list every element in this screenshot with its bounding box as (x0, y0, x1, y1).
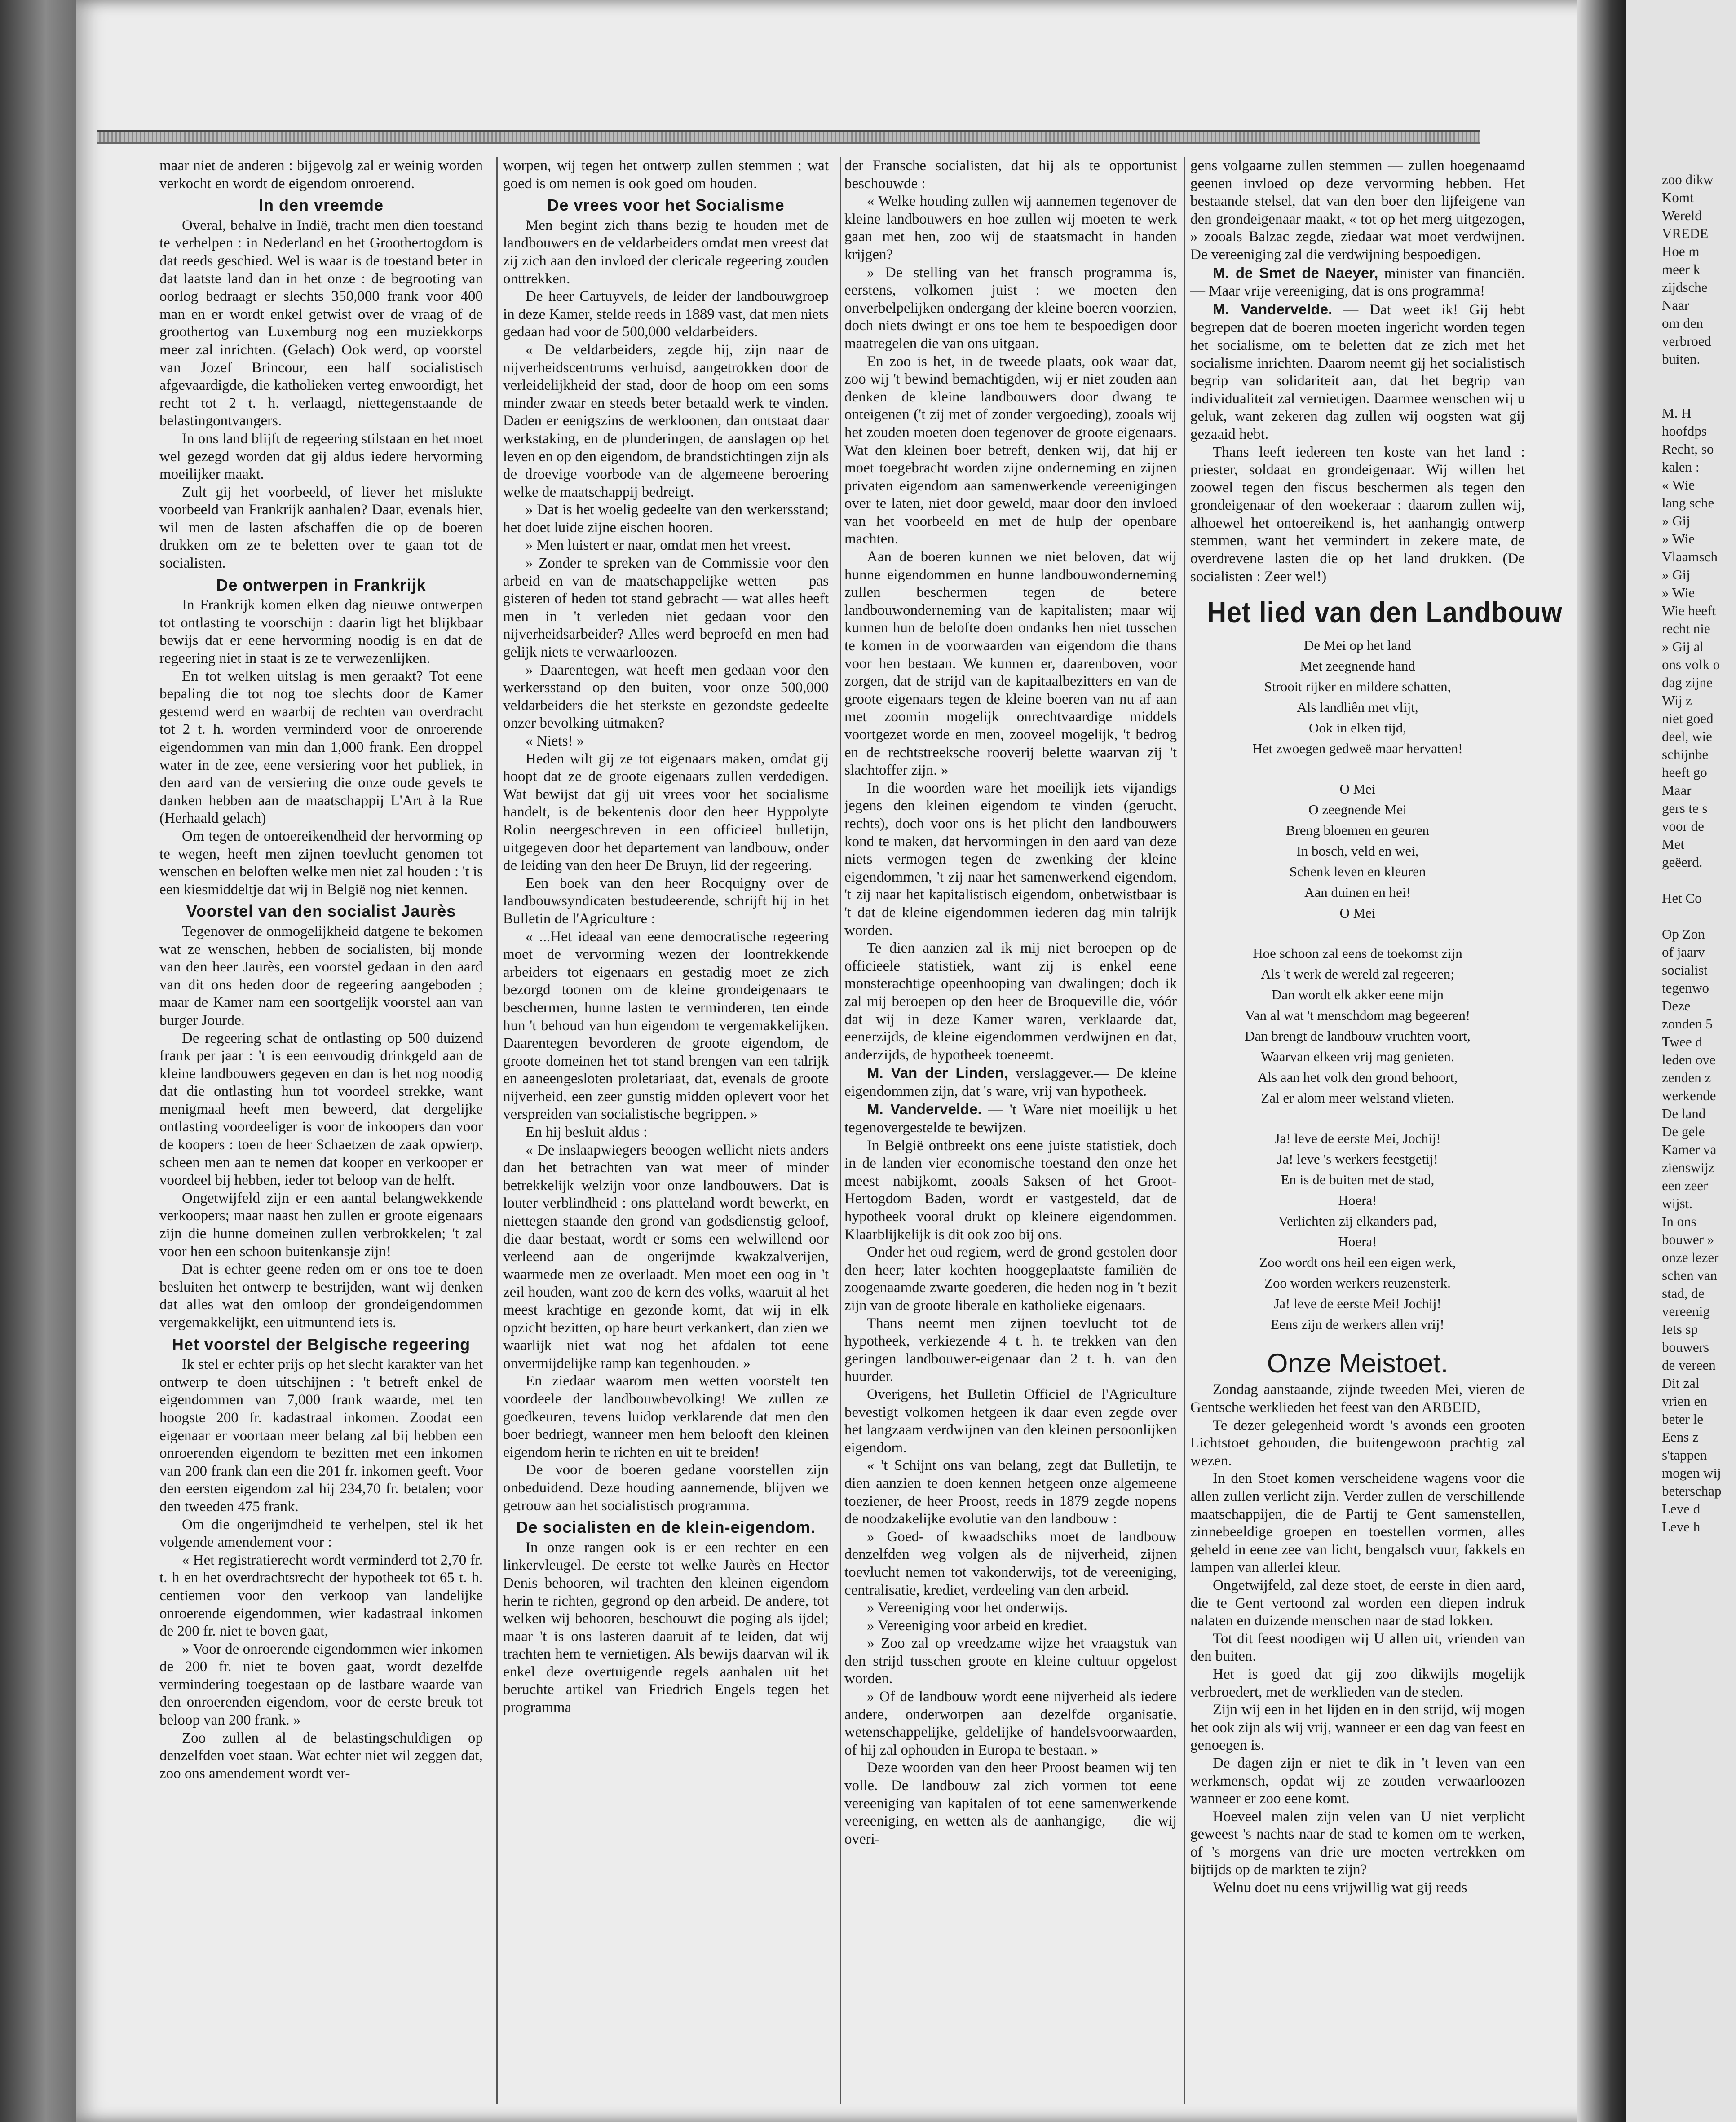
poem-line: Ook in elken tijd, (1309, 719, 1406, 736)
paragraph: « ...Het ideaal van eene democratische regeering moet de vervorming wezen der loontrekkende arbeiders tot eigenaars en gestadig moet ze zich bezorgd toonen om de kleine grondeigenaars te beschermen, hunne lasten te verminderen, ten einde hun 't behoud van hun eigendom te vergemakkelijken. Daarentegen bevorderen de groote eigendom, de groote domeinen het tot stand brengen van een talrijk en aaneengesloten proletariaat, dat, evenals de groote nijverheid, een zeer gunstig midden oplevert voor het verspreiden van socialistische begrippen. » (503, 928, 829, 1123)
strip-line: bouwer » (1662, 1231, 1714, 1247)
speech-text: minister van financiën. — Maar vrije vereeniging, dat is ons programma! (1190, 265, 1525, 300)
poem-line: In bosch, veld en wei, (1296, 843, 1419, 859)
strip-line: Wij z (1662, 693, 1692, 708)
strip-line: voor de (1662, 818, 1704, 834)
paragraph: » Zonder te spreken van de Commissie voor den arbeid en van de maatschappelijke wetten — pas gisteren of heden tot stand gebracht — wat alles heeft men in 't verleden niet gedaan voor den nijverheidsarbeider? Alles werd beproefd en men had gelijk niets te verwaarloozen. (503, 555, 829, 661)
strip-line: Maar (1662, 782, 1692, 798)
strip-line: verbroed (1662, 333, 1712, 349)
strip-line: Naar (1662, 297, 1689, 313)
paragraph: maar niet de anderen : bijgevolg zal er weinig worden verkocht en wordt de eigendom onroerend. (159, 158, 483, 192)
strip-line: » Gij (1662, 567, 1690, 582)
speech-text: verslaggever.— De kleine eigendommen zijn, dat 's ware, vrij van hypotheek. (844, 1065, 1177, 1099)
poem-line: Als aan het volk den grond behoort, (1257, 1069, 1458, 1085)
strip-line: Leve h (1662, 1519, 1701, 1535)
strip-line: Met (1662, 836, 1684, 852)
poem-line: De Mei op het land (1303, 637, 1412, 653)
poem-line: Hoe schoon zal eens de toekomst zijn (1253, 945, 1462, 961)
section-heading: De vrees voor het Socialisme (547, 196, 785, 215)
strip-line: de vereen (1662, 1357, 1716, 1373)
strip-line: Deze (1662, 998, 1691, 1014)
paragraph: Thans neemt men zijnen toevlucht tot de hypotheek, verkiezende 4 t. h. te trekken van den geringen landbouwer-eigenaar dan 2 t. h. van den huurder. (844, 1315, 1177, 1385)
strip-line: vrien en (1662, 1393, 1707, 1409)
paragraph: De heer Cartuyvels, de leider der landbouwgroep in deze Kamer, stelde reeds in 1889 vast, dat men niets gedaan had voor de 500,000 veldarbeiders. (503, 288, 829, 340)
paragraph: « 't Schijnt ons van belang, zegt dat Bulletijn, te dien aanzien te doen kennen hetgeen onze algemeene toeziener, de heer Proost, reeds in 1879 zegde nopens de noodzakelijke evolutie van den landbouw : (844, 1457, 1177, 1527)
paragraph: Tot dit feest noodigen wij U allen uit, vrienden van den buiten. (1190, 1630, 1525, 1665)
paragraph (1190, 264, 1525, 300)
strip-line: tegenwo (1662, 980, 1709, 996)
strip-line: ons volk o (1662, 657, 1720, 672)
strip-line: dag zijne (1662, 675, 1713, 690)
strip-line: zonden 5 (1662, 1016, 1713, 1032)
strip-line: om den (1662, 315, 1704, 331)
strip-line: vereenig (1662, 1303, 1710, 1319)
strip-line: deel, wie (1662, 728, 1712, 744)
paragraph: « De veldarbeiders, zegde hij, zijn naar de nijverheidscentrums verhuisd, aangetrokken door de verleidelijkheid der stad, door de hoop om een soms minder zwaar en steeds beter betaald werk te vinden. Daden er eenigszins de werkloonen, dan ontstaat daar werkstaking, en de plunderingen, de aanslagen op het leven en op den eigendom, de brandstichtingen zijn als de droevige voorbode van de algemeene beroering welke de maatschappij bedreigt. (503, 341, 829, 500)
section-heading: Het voorstel der Belgische regeering (172, 1335, 471, 1354)
speech-text: — Dat weet ik! Gij hebt begrepen dat de boeren moeten ingericht worden tegen het socialisme, om te beletten dat ze zich met het socialisme inrichten. Daarom neemt gij het socialistisch begrip van solidariteit aan, dat het begrip van individualiteit zal vernietigen. Daarmee wenschen wij u geluk, want zekeren dag zullen wij oogsten wat gij gezaaid hebt. (1190, 301, 1525, 442)
paragraph: » De stelling van het fransch programma is, eerstens, volkomen juist : we moeten den onverbelpelijken ondergang der kleine boeren voorzien, doch niets dwingt er ons toe hem te bespoedigen door maatregelen die van ons uitgaan. (844, 264, 1177, 352)
strip-line: recht nie (1662, 621, 1710, 636)
strip-line: Het Co (1662, 890, 1702, 906)
paragraph (844, 1100, 1177, 1137)
paragraph: Het is goed dat gij zoo dikwijls mogelijk verbroedert, met de werklieden van de steden. (1190, 1666, 1525, 1700)
column-divider (1184, 157, 1185, 2104)
poem-line: Hoera! (1338, 1233, 1377, 1249)
poem-line: Zal er alom meer welstand vlieten. (1261, 1090, 1454, 1106)
speaker-name: M. Van der Linden, (867, 1064, 1008, 1081)
paragraph: worpen, wij tegen het ontwerp zullen stemmen ; wat goed is om nemen is ook goed om houden. (503, 158, 829, 192)
poem-line: Ja! leve de eerste Mei, Jochij! (1274, 1130, 1441, 1146)
paragraph: » Zoo zal op vreedzame wijze het vraagstuk van den strijd tusschen groote en kleine cultuur opgelost worden. (844, 1635, 1177, 1687)
strip-line: geëerd. (1662, 854, 1703, 870)
strip-line: hoofdps (1662, 423, 1707, 439)
strip-line: werkende (1662, 1088, 1716, 1103)
paragraph: De dagen zijn er niet te dik in 't leven van een werkmensch, opdat wij ze zouden verwaarloozen wanneer er zoo eene komt. (1190, 1755, 1525, 1807)
paragraph: In Frankrijk komen elken dag nieuwe ontwerpen tot ontlasting te voorschijn : daarin ligt het blijkbaar bewijs dat er eene hervorming noodig is en dat de regeering niet in staat is ze te verwezenlijken. (159, 597, 483, 667)
column-divider (840, 157, 841, 2104)
paragraph: En hij besluit aldus : (526, 1124, 648, 1141)
header-rule (97, 130, 1480, 144)
adjacent-page-strip (1662, 171, 1734, 1536)
strip-line: onze lezer (1662, 1249, 1719, 1265)
paragraph: In den Stoet komen verscheidene wagens voor die allen zullen verlicht zijn. Verder zullen de verschillende maatschappijen, die de Partij te Gent samenstellen, zinnebeeldige groepen en toestellen vormen, alles geheld in eene zee van licht, bengalsch vuur, fakkels en lampen van allerlei kleur. (1190, 1470, 1525, 1576)
column-4 (1190, 157, 1563, 2104)
section-heading: In den vreemde (258, 196, 384, 215)
poem-line: Ja! leve de eerste Mei! Jochij! (1274, 1295, 1441, 1311)
strip-line: Kamer va (1662, 1142, 1717, 1157)
poem-stanza (1190, 635, 1525, 759)
speaker-name: M. Vandervelde. (867, 1101, 982, 1118)
poem-stanza (1190, 1128, 1525, 1335)
speech-text: — 't Ware niet moeilijk u het tegenovergestelde te bewijzen. (844, 1102, 1177, 1136)
paragraph: Om die ongerijmdheid te verhelpen, stel ik het volgende amendement voor : (159, 1516, 483, 1551)
paragraph: In België ontbreekt ons eene juiste statistiek, doch in de landen vier economische toestand den onze het meest nabijkomt, zooals Saksen of het Groot-Hertogdom Baden, wordt er vastgesteld, dat de hypotheek vooral drukt op kleinere eigendommen. Klaarblijkelijk is dit ook zoo bij ons. (844, 1137, 1177, 1243)
strip-line (1662, 907, 1734, 925)
strip-line: M. H (1662, 405, 1692, 421)
paragraph: « Welke houding zullen wij aannemen tegenover de kleine landbouwers en hoe zullen wij moeten te werk gaan met hen, zoo wij de staatsmacht in handen krijgen? (844, 193, 1177, 263)
strip-line (1662, 871, 1734, 889)
poem-line: En is de buiten met de stad, (1281, 1171, 1435, 1187)
strip-line: Eens z (1662, 1429, 1699, 1445)
paragraph: » Daarentegen, wat heeft men gedaan voor den werkersstand op den buiten, voor onze 500,000 veldarbeiders die het sterkste en gezondste gedeelte onzer bevolking uitmaken? (503, 662, 829, 732)
paragraph: En ziedaar waarom men wetten voorstelt ten voordeele der landbouwbevolking! We zullen ze goedkeuren, tevens luidop verklarende dat men den boer bedriegt, wanneer men hem belooft den kleinen eigendom herin te richten en uit te breiden! (503, 1373, 829, 1460)
strip-line: » Wie (1662, 585, 1695, 600)
poem-line: Dan wordt elk akker eene mijn (1271, 986, 1444, 1002)
speaker-name: M. Vandervelde. (1213, 300, 1333, 318)
paragraph: Tegenover de onmogelijkheid datgene te bekomen wat ze wenschen, hebben de socialisten, bij monde van den heer Jaurès, een voorstel gedaan in den aard van dit ons heden door de regeering aangeboden ; maar de Kamer nam een soortgelijk voorstel aan van burger Jourde. (159, 923, 483, 1028)
paragraph: « Het registratierecht wordt verminderd tot 2,70 fr. t. h en het overdrachtsrecht der hypotheek tot 65 t. h. centiemen voor den verkoop van landelijke onroerende eigendommen, wier kadastraal inkomen de 200 fr. niet te boven gaat, (159, 1552, 483, 1640)
paragraph: En tot welken uitslag is men geraakt? Tot eene bepaling die tot nog toe slechts door de Kamer gestemd werd en waarbij de rechten van overdracht tot 2 t. h. worden verminderd voor de onroerende eigendommen van min dan 1,000 frank. Een droppel water in de zee, eene versiering voor het publiek, in den aard van de versiering die onze oude gevels te danken hebben aan de maatschappij L'Art à la Rue (Herhaald gelach) (159, 668, 483, 827)
strip-line: zoo dikw (1662, 172, 1714, 187)
meistoet-text (1190, 1381, 1525, 1897)
paragraph: der Fransche socialisten, dat hij als te opportunist beschouwde : (844, 158, 1177, 192)
paragraph: Aan de boeren kunnen we niet beloven, dat wij hunne eigendommen en hunne landbouwonderneming zullen beschermen tegen de betere landbouwonderneming van de kapitalisten; maar wij kunnen hun de belofte doen ondanks hen niet tusschen te komen in de voorwaarden van eigendom die thans voor hen bestaan. We kunnen er, daarenboven, voor zorgen, dat de strijd van de kapitaalbezitters en van de groote eigenaars tegen de kleine boeren van nu af aan met zoomin mogelijk onrechtvaardige middels voortgezet worde en men, zooveel mogelijk, 't bedrog en de rechtstreeksche rooverij belette waarvan zij 't slachtoffer zijn. » (844, 549, 1177, 779)
section-heading: Voorstel van den socialist Jaurès (186, 902, 456, 921)
paragraph: » Of de landbouw wordt eene nijverheid als iedere andere, onderworpen aan dezelfde organisatie, wetenschappelijke, geldelijke of handelsvoorwaarden, of hij zal ophouden in Europa te bestaan. » (844, 1689, 1177, 1758)
poem-line: Ja! leve 's werkers feestgetij! (1277, 1151, 1438, 1167)
column-1 (159, 157, 483, 2104)
strip-line: lang sche (1662, 495, 1714, 511)
strip-line: of jaarv (1662, 944, 1705, 960)
strip-line: In ons (1662, 1213, 1696, 1229)
paragraph: » Men luistert er naar, omdat men het vreest. (526, 537, 791, 554)
paragraph: Ongetwijfeld, zal deze stoet, de eerste in dien aard, die te Gent vertoond zal worden een diepen indruk nalaten en duizende menschen naar de stad lokken. (1190, 1577, 1525, 1629)
paragraph: Hoeveel malen zijn velen van U niet verplicht geweest 's nachts naar de stad te komen om te werken, of 's morgens van drie ure moeten vertrekken om bijtijds op de markten te zijn? (1190, 1808, 1525, 1878)
section-heading: De ontwerpen in Frankrijk (216, 575, 426, 594)
strip-line: zenden z (1662, 1070, 1711, 1085)
strip-line: stad, de (1662, 1285, 1705, 1301)
strip-line: Vlaamsch (1662, 549, 1718, 565)
strip-line: De land (1662, 1106, 1706, 1121)
paragraph: « De inslaapwiegers beoogen wellicht niets anders dan het betrachten van wat meer of minder betrekkelijk welzijn voor onze landbouwers. Dat is louter verblindheid : ons platteland wordt bewerkt, en niettegen staande den grond van godsdienstig geloof, die daar bestaat, wordt er soms een welwillend oor verleend aan de ongerijmde kwakzalverijen, waarmede men ze overlaadt. Men moet een oog in 't zeil houden, want zoo de kern des volks, waaruit al het meest krachtige en gezonde komt, dat wij in elk opzicht bezitten, op hare beurt verkankert, dan zien we waarlijk niet wat nog het afdalen tot eene onvermijdelijke ramp kan tegenhouden. » (503, 1142, 829, 1372)
paragraph: Om tegen de ontoereikendheid der hervorming op te wegen, heeft men zijnen toevlucht genomen tot wenschen en beloften welke men niet zal houden : 't is een kiesmiddeltje dat wij in België nog niet kennen. (159, 828, 483, 898)
paragraph: Ik stel er echter prijs op het slecht karakter van het ontwerp te doen uitschijnen : 't betreft enkel de eigendommen van 7,000 frank waarde, met ten hoogste 200 fr. kadastraal inkomen. Zoodat een eigenaar er voortaan meer belang zal bij hebben een onroerenden eigendom te bezitten met een inkomen van 200 frank dan een die 201 fr. inkomen geeft. Voor den eersten eigendom zal hij 234,70 fr. betalen; voor den tweeden 475 frank. (159, 1356, 483, 1515)
strip-line: beter le (1662, 1411, 1704, 1427)
strip-line: gers te s (1662, 800, 1708, 816)
paragraph: Men begint zich thans bezig te houden met de landbouwers en de veldarbeiders omdat men vreest dat zij zich aan den invloed der clericale regeering zouden onttrekken. (503, 217, 829, 287)
poem-line: O Mei (1339, 781, 1376, 797)
meistoet-title: Onze Meistoet. (1267, 1348, 1449, 1378)
column-4-text (1190, 157, 1525, 586)
strip-line (1662, 368, 1734, 386)
paragraph: Zijn wij een in het lijden en in den strijd, wij mogen het ook zijn als wij vrij, wanneer er een dag van feest en genoegen is. (1190, 1702, 1525, 1754)
paragraph: En zoo is het, in de tweede plaats, ook waar dat, zoo wij 't bewind bemachtigden, wij er niet zouden aan denken de kleine landbouwers door dwang te onteigenen ('t zij met of zonder vergoeding), zooals wij het zouden moeten doen tegenover de groote eigenaars. Wat den kleinen boer betreft, denken wij, dat hij er moet toegebracht worden zijne onderneming en zijnen privaten eigendom aan samenwerkende vereenigingen over te laten, niet door geweld, maar door den invloed van het voorbeeld en met de hulp der openbare machten. (844, 353, 1177, 547)
strip-line: niet goed (1662, 710, 1714, 726)
strip-line: een zeer (1662, 1178, 1708, 1193)
poem-line: Zoo wordt ons heil een eigen werk, (1259, 1254, 1456, 1270)
column-3 (844, 157, 1177, 2104)
strip-line: socialist (1662, 962, 1708, 978)
paragraph: Zondag aanstaande, zijnde tweeden Mei, vieren de Gentsche werklieden het feest van den ARBEID, (1190, 1381, 1525, 1416)
strip-line: buiten. (1662, 351, 1701, 367)
paragraph: Heden wilt gij ze tot eigenaars maken, omdat gij hoopt dat ze de groote eigenaars zullen verdedigen. Wat bewijst dat gij uit vrees voor het socialisme handelt, is de bekentenis door den heer Hyppolyte Rolin neergeschreven in een officieel bulletijn, uitgegeven door het departement van landbouw, onder de leiding van den heer De Bruyn, lid der regeering. (503, 750, 829, 874)
strip-line: Leve d (1662, 1501, 1701, 1517)
paragraph (844, 1064, 1177, 1100)
paragraph: Ongetwijfeld zijn er een aantal belangwekkende verkoopers; maar naast hen zullen er groote eigenaars zijn die hunne domeinen zullen verbrokkelen; 't zal voor hen een schoon buitenkansje zijn! (159, 1190, 483, 1260)
strip-line: zienswijz (1662, 1160, 1715, 1175)
strip-line: » Gij al (1662, 639, 1704, 654)
paragraph: Te dien aanzien zal ik mij niet beroepen op de officieele statistiek, want zij is enkel eene monsterachtige opeenhooping van dwalingen; doch ik zal mij beroepen op den heer de Broqueville die, vóór dat wij in deze Kamer waren, verklaarde dat, eenerzijds, de kleine eigendommen verdwijnen en dat, anderzijds, de hypotheek toeneemt. (844, 940, 1177, 1063)
strip-line: Dit zal (1662, 1375, 1700, 1391)
strip-line: Recht, so (1662, 441, 1714, 457)
strip-line: Wereld (1662, 207, 1702, 223)
poem-line: Van al wat 't menschdom mag begeeren! (1245, 1007, 1471, 1023)
paragraph: Deze woorden van den heer Proost beamen wij ten volle. De landbouw zal zich vormen tot eene vereeniging van kapitalen of tot eene samenwerkende vereeniging, en wetten als de aanhangige, — die wij overi- (844, 1760, 1177, 1847)
poem-line: O zeegnende Mei (1308, 801, 1407, 817)
poem-title: Het lied van den Landbouw (1207, 596, 1563, 629)
paragraph: De regeering schat de ontlasting op 500 duizend frank per jaar : 't is een eenvoudig drinkgeld aan de kleine landbouwers gegeven en dan is het nog noodig dat die ontlasting hun tot voordeel strekke, want menigmaal heeft men beweerd, dat dergelijke ontlasting voordeeliger is voor de inkoopers dan voor de koopers : toen de heer Schaetzen de zaak opwierp, scheen men aan te nemen dat kooper en verkooper er voordeel bij hebben, ieder tot beloop van de helft. (159, 1030, 483, 1189)
poem-line: Hoera! (1338, 1192, 1377, 1208)
paragraph: » Goed- of kwaadschiks moet de landbouw denzelfden weg volgen als de nijverheid, zijnen toevlucht nemen tot vakonderwijs, tot de vereeniging, centralisatie, krediet, verdeeling van den arbeid. (844, 1528, 1177, 1598)
strip-line: « Wie (1662, 477, 1695, 493)
strip-line: Twee d (1662, 1034, 1702, 1050)
poem-line: Waarvan elkeen vrij mag genieten. (1261, 1048, 1454, 1064)
strip-line: Iets sp (1662, 1321, 1698, 1337)
paragraph (1190, 300, 1525, 444)
strip-line: Wie heeft (1662, 603, 1716, 618)
paragraph: Een boek van den heer Rocquigny over de landbouwsyndicaten bestudeerende, schrijft hij in het Bulletin de l'Agriculture : (503, 875, 829, 927)
poem-line: O Mei (1339, 904, 1376, 921)
paragraph: Overal, behalve in Indië, tracht men dien toestand te verhelpen : in Nederland en het Groothertogdom is dat reeds geschied. Wel is waar is de toestand beter in dat laatste land dan in het onze : de begrooting van oorlog bedraagt er slechts 350,000 frank voor 400 man en er wordt enkel getwist over de vraag of de groothertog van Luxemburg nog een muziekkorps meer zal inrichten. (Gelach) Ook werd, op voorstel van Jozef Brincour, een half socialistisch afgevaardigde, die katholieken verteg enwoordigt, het recht tot 2 t. h. verlaagd, niettegenstaande de belastingontvangers. (159, 217, 483, 429)
paragraph: gens volgaarne zullen stemmen — zullen hoegenaamd geenen invloed op deze vervorming hebben. Het bestaande stelsel, dat van den boer den lijfeigene van den grondeigenaar maakt, « tot op het merg uitgezogen, » zooals Balzac zegde, ziedaar wat moet verdwijnen. De vereeniging zal die verdwijning bespoedigen. (1190, 158, 1525, 263)
paragraph: » Dat is het woelig gedeelte van den werkersstand; het doet luide zijne eischen hooren. (503, 502, 829, 536)
paragraph: « Niets! » (526, 733, 584, 749)
paragraph: In onze rangen ook is er een rechter en een linkervleugel. De eerste tot welke Jaurès en Hector Denis behooren, wil trachten den kleinen eigendom herin te richten, gegrond op den arbeid. De andere, tot welken wij behooren, beschouwt die poging als ijdel; maar 't is ons lasteren daaruit af te leiden, dat wij trachten hem te vernietigen. Als bewijs daarvan wil ik enkel deze overtuigende regels aanhalen uit het beruchte artikel van Friedrich Engels tegen het programma (503, 1539, 829, 1716)
column-2 (503, 157, 829, 2104)
poem-line: Schenk leven en kleuren (1289, 863, 1426, 879)
strip-line: Hoe m (1662, 243, 1700, 259)
paragraph: De voor de boeren gedane voorstellen zijn onbeduidend. Deze houding aannemende, blijven we getrouw aan het socialistisch programma. (503, 1462, 829, 1514)
paragraph: Te dezer gelegenheid wordt 's avonds een grooten Lichtstoet gehouden, die buitengewoon prachtig zal wezen. (1190, 1417, 1525, 1469)
paragraph: » Voor de onroerende eigendommen wier inkomen de 200 fr. niet te boven gaat, wordt dezelfde vermindering toegestaan op de lastbare waarde van den onroerenden eigendom, voor de eerste breuk tot beloop van 200 frank. » (159, 1641, 483, 1729)
paragraph: In die woorden ware het moeilijk iets vijandigs jegens den kleinen eigendom te vinden (gerucht, rechts), doch voor ons is het plicht den landbouwers kond te maken, dat hervormingen in den aard van deze niets vermogen tegen de zwenking der kleine eigendommen, 't zij naar het samenwerkend eigendom, 't zij naar het kapitalistisch eigendom, onbetwistbaar is 't dat de kleine eigendommen iederen dag min talrijk worden. (844, 780, 1177, 939)
paragraph: Thans leeft iedereen ten koste van het land : priester, soldaat en grondeigenaar. Wij willen het zoowel tegen den fiscus beschermen als tegen den grondeigenaar of den woekeraar : daarom zullen wij, alhoewel het ontoereikend is, het aanhangig ontwerp stemmen, want het vermindert in zekere mate, de overdrevene lasten die op het land drukken. (De socialisten : Zeer wel!) (1190, 444, 1525, 585)
poem-line: Dan brengt de landbouw vruchten voort, (1245, 1028, 1471, 1044)
paragraph: » Vereeniging voor het onderwijs. (867, 1600, 1068, 1616)
strip-line: Op Zon (1662, 926, 1705, 942)
strip-line: s'tappen (1662, 1447, 1707, 1463)
strip-line: mogen wij (1662, 1465, 1721, 1481)
strip-line: De gele (1662, 1124, 1705, 1139)
paragraph: Overigens, het Bulletin Officiel de l'Agriculture bevestigt volkomen hetgeen ik daar even zegde over het langzaam verdwijnen van den kleinen persoonlijken eigendom. (844, 1386, 1177, 1456)
paragraph: In ons land blijft de regeering stilstaan en het moet wel gezegd worden dat gij aldus iedere hervorming moeilijker maakt. (159, 430, 483, 483)
strip-line: kalen : (1662, 459, 1700, 475)
paragraph: Onder het oud regiem, werd de grond gestolen door den heer; later kochten hooggeplaatste familiën de zoogenaamde zwarte goederen, die heden nog in 't bezit zijn van de groote liberale en katholieke eigenaars. (844, 1244, 1177, 1314)
strip-line: schijnbe (1662, 746, 1709, 762)
strip-line: » Wie (1662, 531, 1695, 547)
poem-line: Als landliên met vlijt, (1297, 699, 1418, 715)
poem-stanza (1190, 943, 1525, 1108)
speaker-name: M. de Smet de Naeyer, (1213, 264, 1378, 281)
column-divider (496, 157, 498, 2104)
strip-line: » Gij (1662, 513, 1690, 529)
paragraph: » Vereeniging voor arbeid en krediet. (867, 1617, 1087, 1634)
strip-line (1662, 386, 1734, 404)
paragraph: Dat is echter geene reden om er ons toe te doen besluiten het ontwerp te bestrijden, want wij denken dat alles wat den omloop der grondeigendommen vergemakkelijkt, een uitmuntend iets is. (159, 1261, 483, 1331)
strip-line: Komt (1662, 190, 1694, 205)
poem-line: Zoo worden werkers reuzensterk. (1264, 1275, 1451, 1291)
poem (1190, 635, 1525, 1335)
strip-line: heeft go (1662, 764, 1707, 780)
poem-line: Het zwoegen gedweë maar hervatten! (1252, 740, 1463, 756)
strip-line: VREDE (1662, 225, 1709, 241)
strip-line: meer k (1662, 261, 1701, 277)
paragraph: Zult gij het voorbeeld, of liever het mislukte voorbeeld van Frankrijk aanhalen? Daar, evenals hier, wil men de lasten afschaffen die op de boeren drukken om ze te beletten over te gaan tot de socialisten. (159, 484, 483, 572)
strip-line: beterschap (1662, 1483, 1722, 1499)
poem-line: Breng bloemen en geuren (1285, 822, 1430, 838)
poem-line: Met zeegnende hand (1300, 657, 1415, 674)
strip-line: leden ove (1662, 1052, 1716, 1068)
strip-line: bouwers (1662, 1339, 1709, 1355)
poem-line: Aan duinen en hei! (1304, 884, 1411, 900)
poem-stanza (1190, 779, 1525, 923)
book-binding (0, 0, 76, 2122)
strip-line: zijdsche (1662, 279, 1708, 295)
paragraph: Welnu doet nu eens vrijwillig wat gij reeds (1213, 1879, 1467, 1896)
poem-line: Strooit rijker en mildere schatten, (1264, 678, 1451, 694)
page-gutter (1577, 0, 1626, 2122)
section-heading: De socialisten en de klein-eigendom. (516, 1518, 816, 1537)
poem-line: Als 't werk de wereld zal regeeren; (1261, 966, 1454, 982)
poem-line: Verlichten zij elkanders pad, (1278, 1213, 1437, 1229)
paragraph: Zoo zullen al de belastingschuldigen op denzelfden voet staan. Wat echter niet wil zeggen dat, zoo ons amendement wordt ver- (159, 1729, 483, 1782)
strip-line: schen van (1662, 1267, 1718, 1283)
strip-line: wijst. (1662, 1196, 1693, 1211)
poem-line: Eens zijn de werkers allen vrij! (1271, 1316, 1444, 1332)
